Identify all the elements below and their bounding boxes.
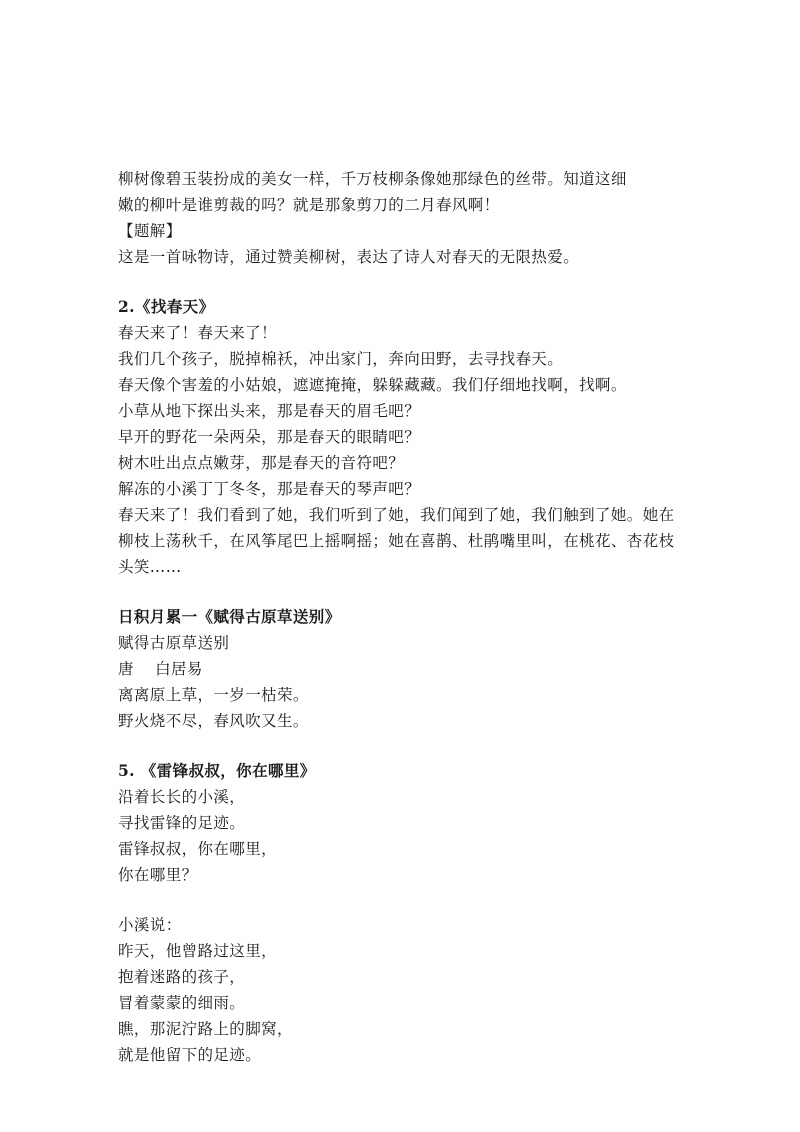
poem-title: 赋得古原草送别: [118, 634, 230, 652]
poem-line: 冒着蒙蒙的细雨。: [118, 994, 246, 1012]
lei-feng-section: [118, 758, 688, 1068]
paragraph-line: 嫩的柳叶是谁剪裁的吗？就是那象剪刀的二月春风啊！: [118, 196, 500, 214]
poem-author: 唐 白居易: [118, 660, 203, 678]
text-line: 小草从地下探出头来，那是春天的眉毛吧？: [118, 402, 421, 420]
text-line: 柳枝上荡秋千，在风筝尾巴上摇啊摇；她在喜鹊、杜鹃嘴里叫，在桃花、杏花枝: [118, 532, 675, 550]
poem-line: 沿着长长的小溪，: [118, 788, 246, 806]
text-line: 早开的野花一朵两朵，那是春天的眼睛吧？: [118, 428, 421, 446]
text-line: 我们几个孩子，脱掉棉袄，冲出家门，奔向田野，去寻找春天。: [118, 350, 564, 368]
poem-line: 雷锋叔叔，你在哪里，: [118, 840, 278, 858]
blank-line: [118, 580, 688, 604]
section-title: 2.《找春天》: [118, 297, 215, 316]
blank-line: [118, 270, 688, 294]
document-page: [118, 166, 688, 1068]
text-line: 春天像个害羞的小姑娘，遮遮掩掩，躲躲藏藏。我们仔细地找啊，找啊。: [118, 376, 627, 394]
explanation-label: 【题解】: [118, 222, 182, 240]
poem-line: 昨天，他曾路过这里，: [118, 942, 278, 960]
text-line: 头笑……: [118, 558, 182, 576]
poem-line: 离离原上草，一岁一枯荣。: [118, 686, 309, 704]
text-line: 春天来了！春天来了！: [118, 324, 278, 342]
poem-line: 就是他留下的足迹。: [118, 1046, 262, 1064]
text-line: 春天来了！我们看到了她，我们听到了她，我们闻到了她，我们触到了她。她在: [118, 506, 675, 524]
poem-line: 寻找雷锋的足迹。: [118, 814, 246, 832]
poem-line: 瞧，那泥泞路上的脚窝，: [118, 1020, 293, 1038]
text-line: 解冻的小溪丁丁冬冬，那是春天的琴声吧？: [118, 480, 421, 498]
poem-line: 你在哪里？: [118, 866, 198, 884]
poem-line: 野火烧不尽，春风吹又生。: [118, 712, 309, 730]
section-title: 5. 《雷锋叔叔，你在哪里》: [118, 761, 316, 780]
section-title: 日积月累一《赋得古原草送别》: [118, 607, 341, 626]
ancient-poem-section: [118, 604, 688, 734]
poem-line: 抱着迷路的孩子，: [118, 968, 246, 986]
text-line: 树木吐出点点嫩芽，那是春天的音符吧？: [118, 454, 405, 472]
paragraph-line: 柳树像碧玉装扮成的美女一样，千万枝柳条像她那绿色的丝带。知道这细: [118, 170, 627, 188]
blank-line: [118, 734, 688, 758]
poem-line: 小溪说：: [118, 916, 182, 934]
willow-poem-translation: [118, 166, 688, 270]
blank-line: [118, 888, 688, 912]
explanation-text: 这是一首咏物诗，通过赞美柳树，表达了诗人对春天的无限热爱。: [118, 248, 580, 266]
find-spring-section: [118, 294, 688, 580]
